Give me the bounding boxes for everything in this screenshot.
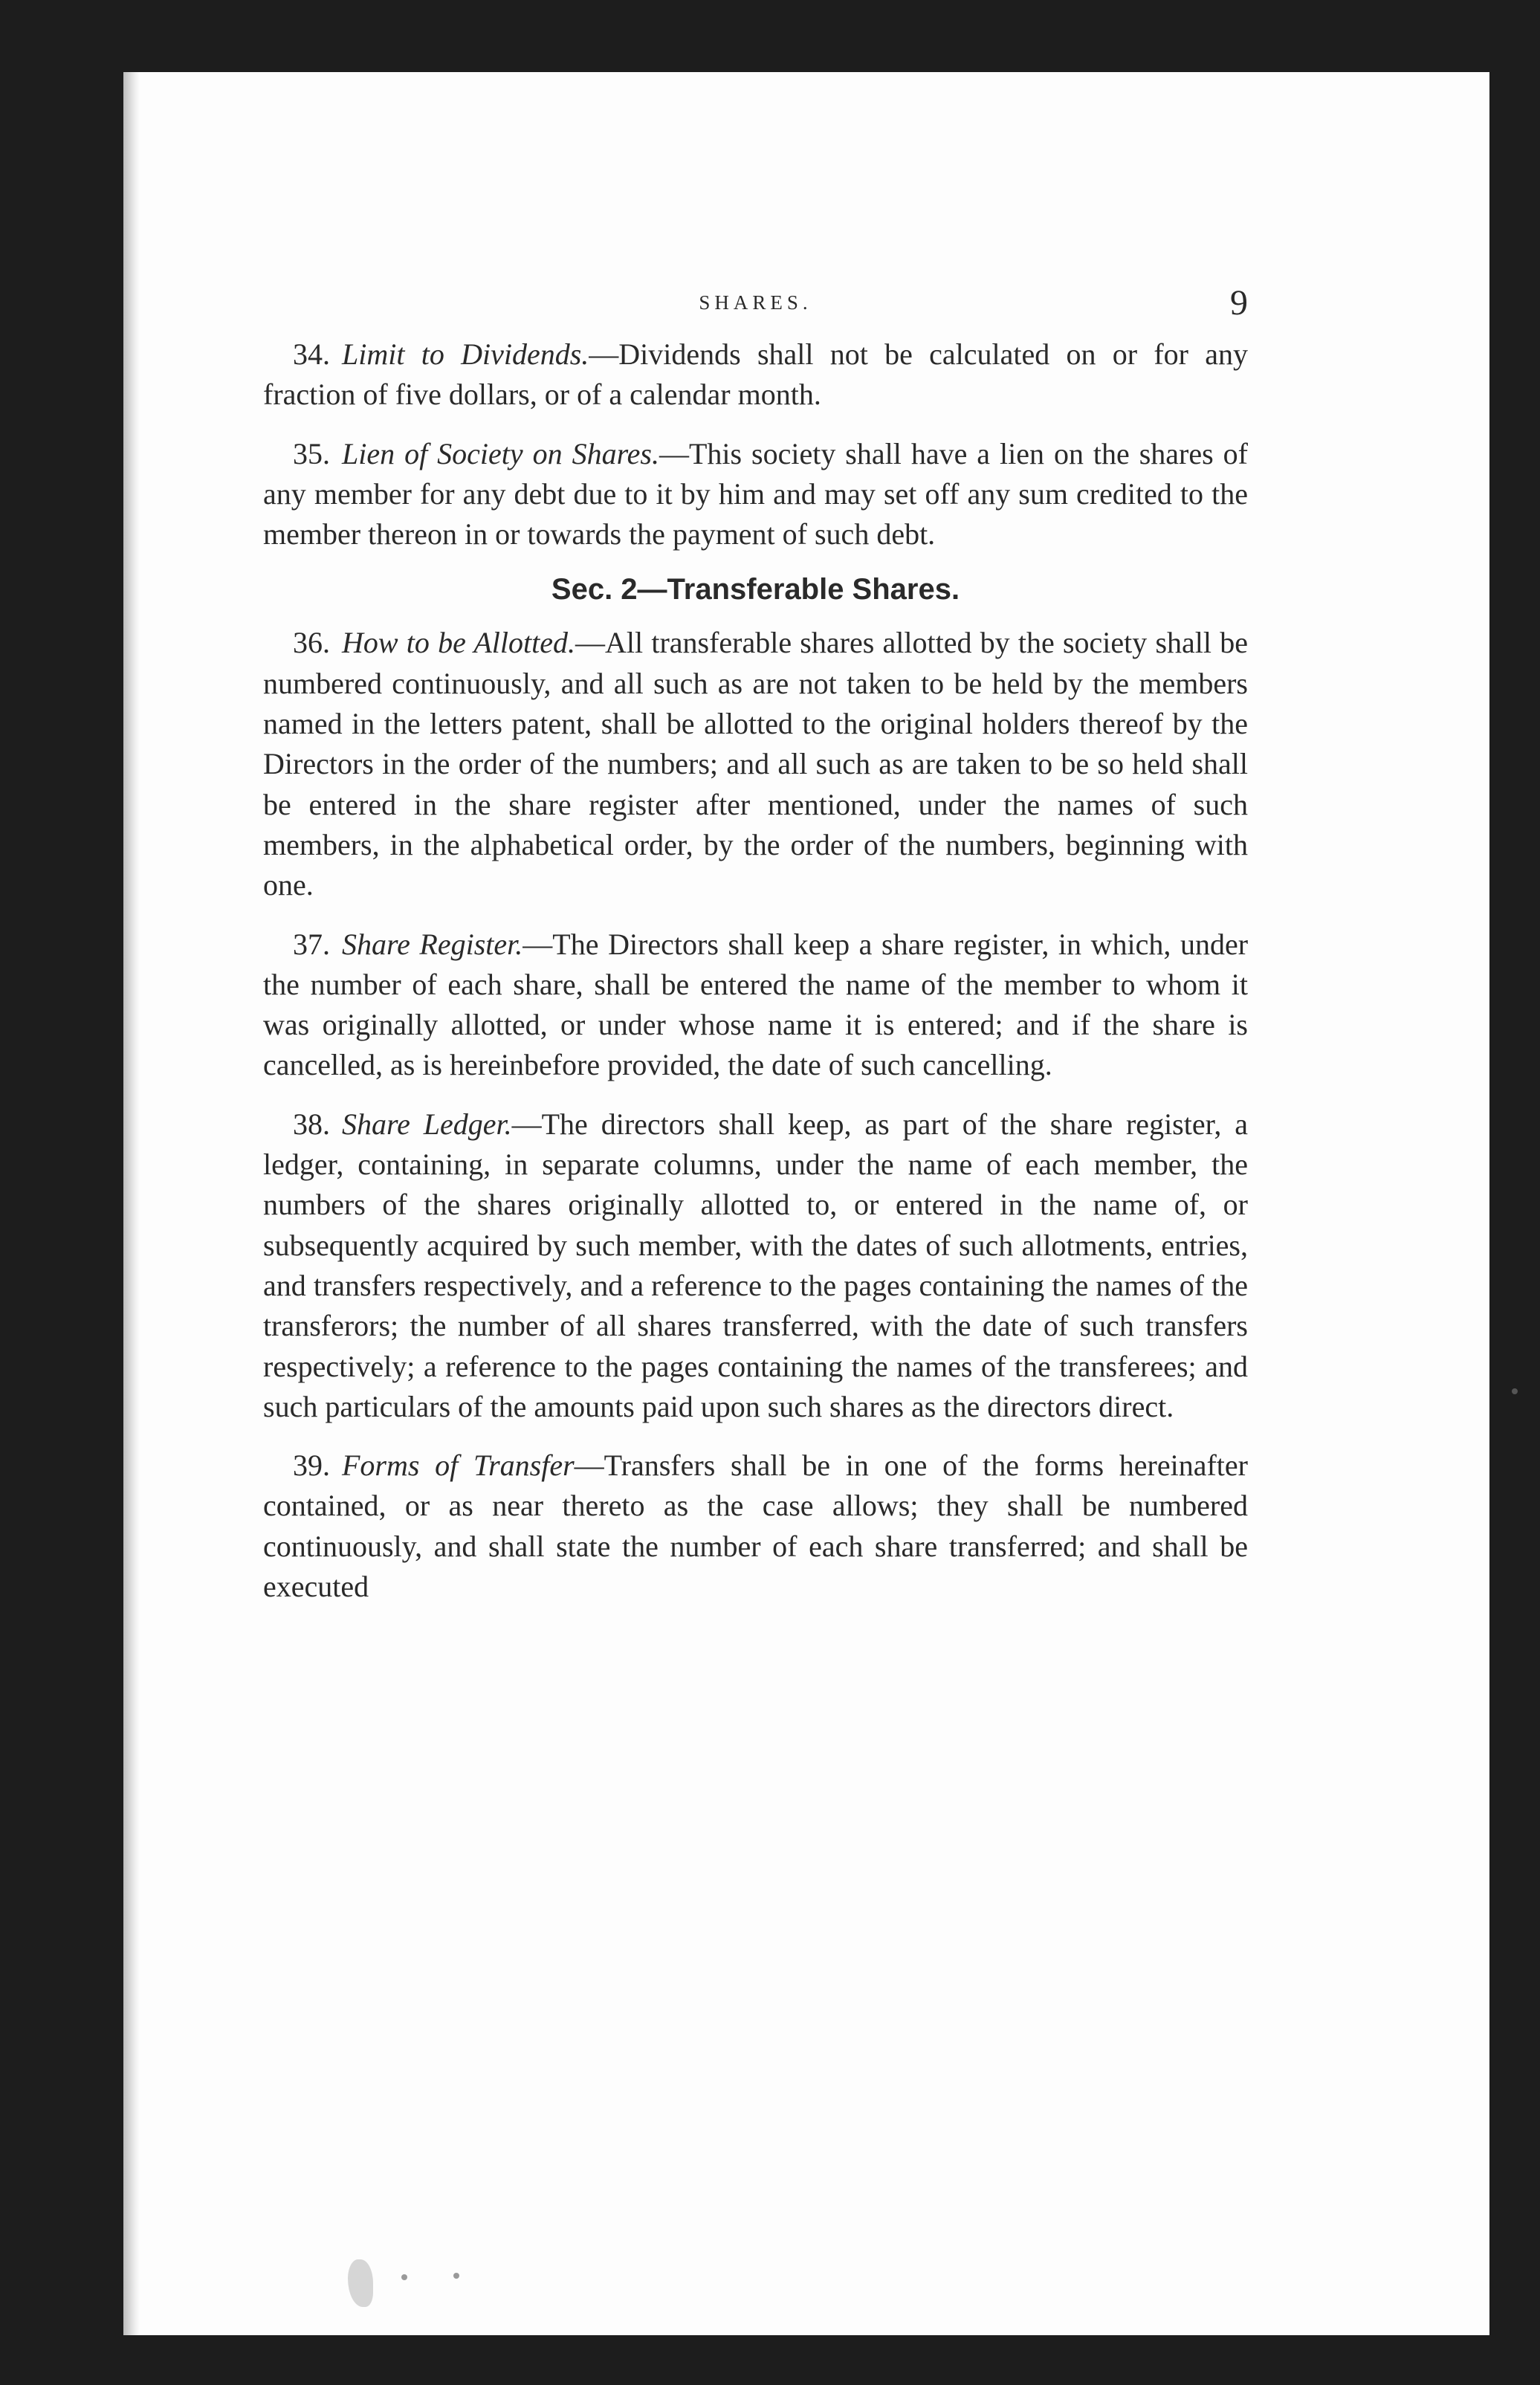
paragraph-heading: Limit to Dividends. — [342, 337, 589, 371]
paragraph-number: 36. — [293, 626, 330, 660]
ink-speck — [1512, 1388, 1518, 1394]
paragraph-number: 39. — [293, 1449, 330, 1483]
paragraph-heading: Forms of Transfer — [342, 1449, 575, 1483]
running-head-title: SHARES. — [699, 291, 812, 314]
paragraph-heading: Lien of Society on Shares. — [342, 436, 659, 470]
page-text-block — [263, 282, 1248, 1625]
section-heading: Sec. 2—Transferable Shares. — [551, 573, 960, 606]
paragraph-number: 35. — [293, 436, 330, 470]
paragraph-text: —Transfers shall be in one of the forms hereinafter contained, or as near thereto as the case allows; they shall be numbered continuously, and shall state the number of each share transferred; and shall be executed — [263, 1449, 1248, 1604]
paragraph-heading: How to be Allotted. — [342, 626, 575, 660]
paragraph-text: —Dividends shall not be calculated on or for any fraction of five dollars, or of a calendar month. — [263, 337, 1249, 412]
paragraph-text: —This society shall have a lien on the shares of any member for any debt due to it by him and may set off any sum credited to the member thereon in or towards the payment of such debt. — [263, 436, 1248, 551]
paragraph-36 — [263, 623, 1248, 905]
paragraph-text: —The Directors shall keep a share register, in which, under the number of each share, shall be entered the name of the member to whom it was originally allotted, or under whose name it is entered; and if the share is cancelled, as is hereinbefore provided, the date of such cancelling. — [263, 927, 1249, 1082]
paragraph-34 — [263, 334, 1248, 415]
paragraph-heading: Share Register. — [342, 927, 523, 961]
paragraph-heading: Share Ledger. — [342, 1107, 512, 1141]
ink-speck — [401, 2274, 407, 2280]
ink-speck — [453, 2273, 459, 2279]
paragraph-39 — [263, 1446, 1248, 1607]
paragraph-37 — [263, 925, 1248, 1086]
paragraph-text: —The directors shall keep, as part of the share register, a ledger, containing, in separate columns, under the name of each member, the numbers of the shares originally allotted to, or entered in the name of, or subsequently acquired by such member, with the dates of such allotments, entries, and transfers respectively, and a reference to the pages containing the names of the transferors; the number of all shares transferred, with the date of such transfers respectively; a reference to the pages containing the names of the transferees; and such particulars of the amounts paid upon such shares as the directors direct. — [263, 1107, 1248, 1423]
paragraph-35 — [263, 434, 1248, 555]
paragraph-text: —All transferable shares allotted by the society shall be numbered continuously, and all such as are not taken to be held by the members named in the letters patent, shall be allotted to the original holders thereof by the Directors in the order of the numbers; and all such as are taken to be so held shall be entered in the share register after mentioned, under the names of such members, in the alphabetical order, by the order of the numbers, beginning with one. — [263, 626, 1248, 902]
page-number: 9 — [1230, 283, 1248, 323]
paragraph-38 — [263, 1104, 1248, 1427]
paragraph-number: 34. — [293, 337, 330, 371]
running-head — [263, 282, 1248, 334]
page-gutter-shadow — [123, 72, 140, 2335]
paragraph-number: 38. — [293, 1107, 330, 1141]
paragraph-number: 37. — [293, 927, 330, 961]
